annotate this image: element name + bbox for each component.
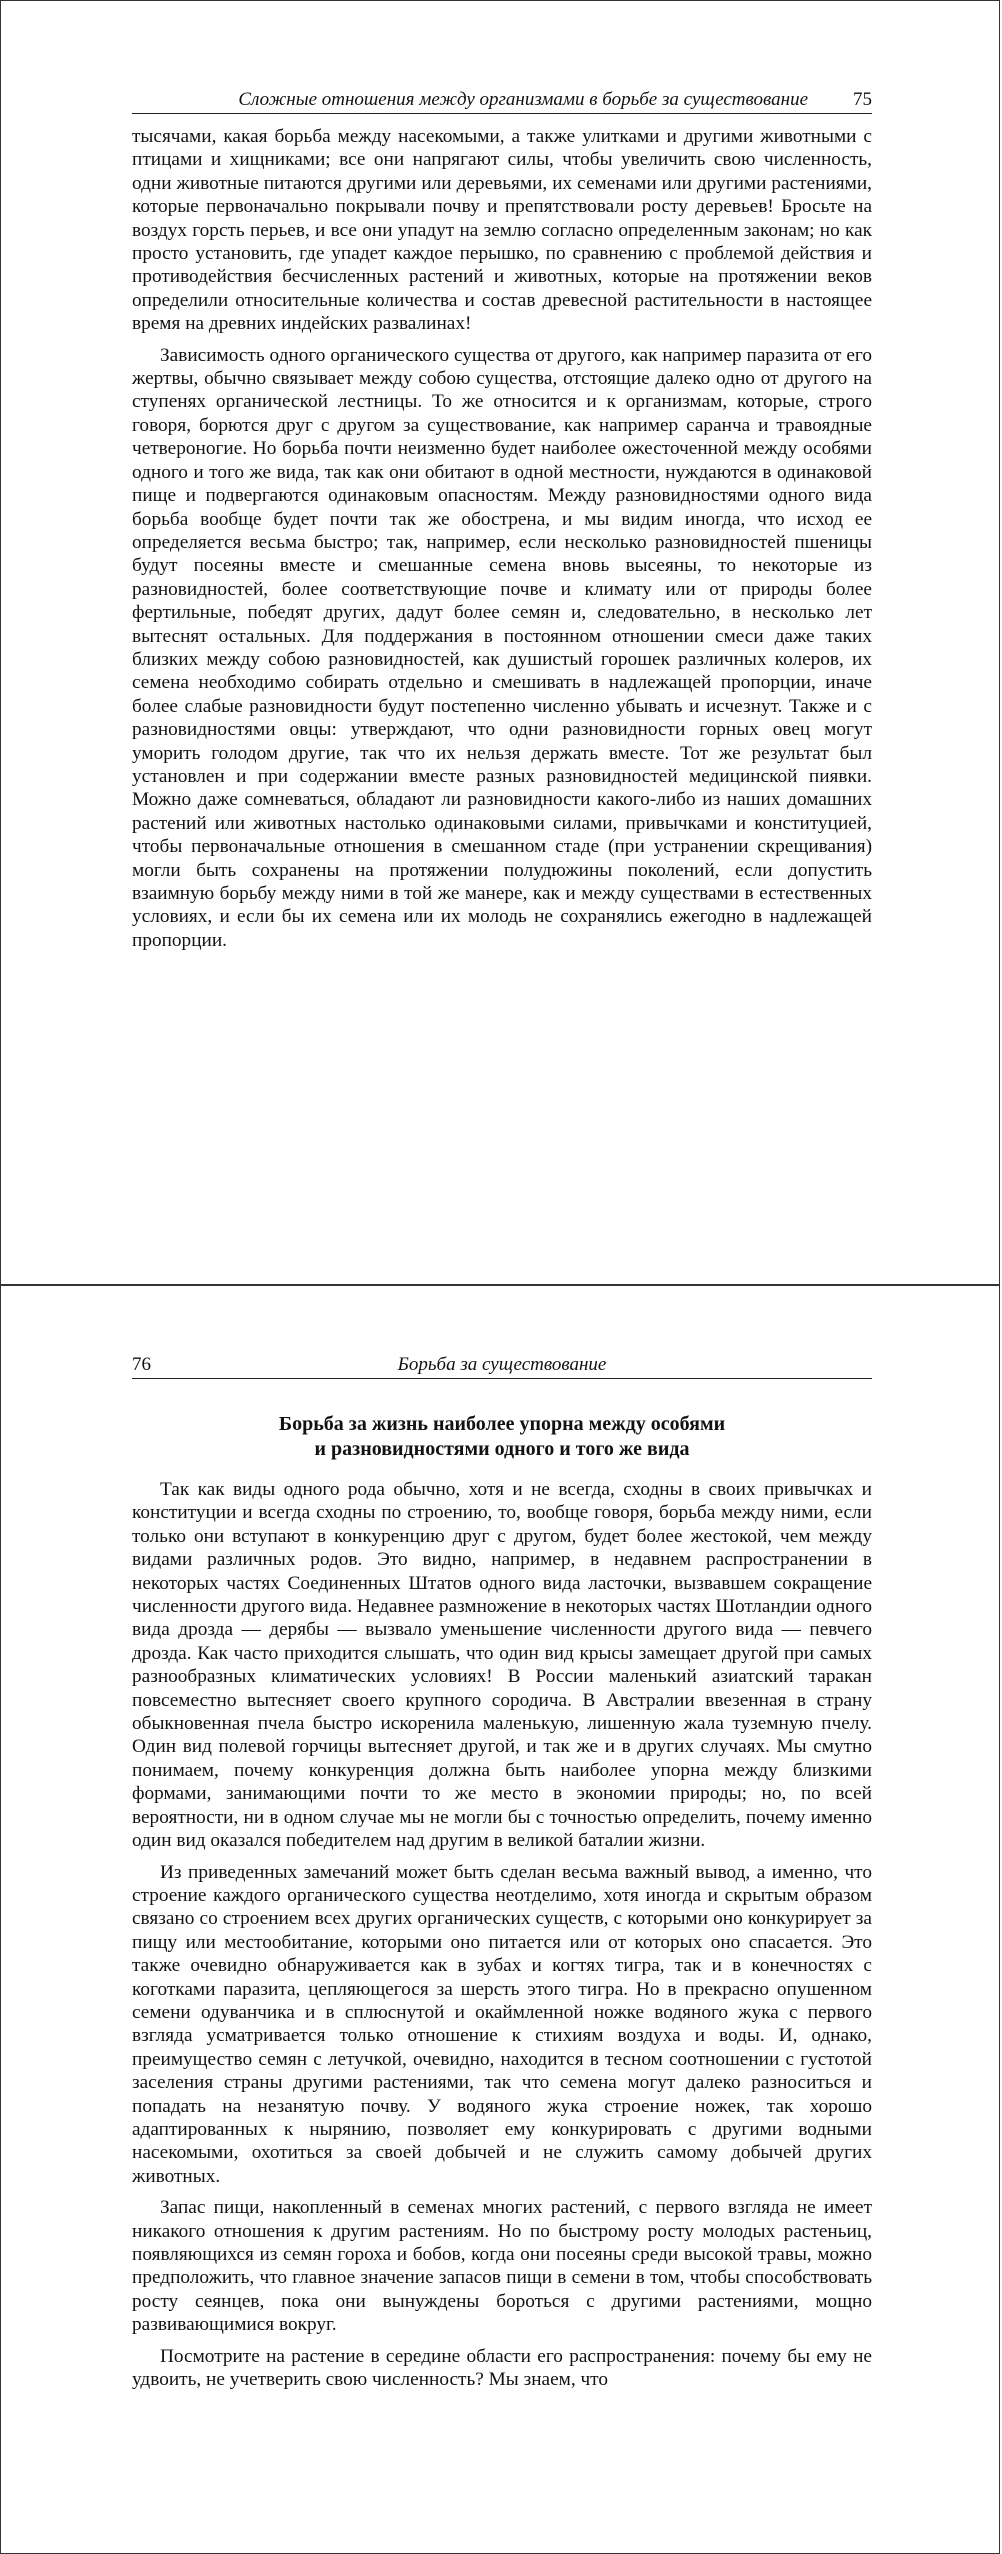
paragraph: Запас пищи, накопленный в семенах многих растений, с первого взгляда не имеет никакого отношения к другим растениям. Но по быстрому росту молодых растеньиц, появляющихся из семян гороха и бобов, когда они посеяны среди высокой травы, можно предположить, что главное значение запасов пищи в семени в том, чтобы способствовать росту сеянцев, пока они вынуждены бороться с другими растениями, мощно развивающимися вокруг.: [132, 2197, 872, 2336]
paragraph: Зависимость одного органического существа от другого, как например паразита от его жертвы, обычно связывает между собою существа, отстоящие далеко одно от другого на ступенях органической лестницы. То же относится и к организмам, которые, строго говоря, борются друг с другом за существование, как например саранча и травоядные четвероногие. Но борьба почти неизменно будет наиболее ожесточенной между особями одного и того же вида, так как они обитают в одной местности, нуждаются в одинаковой пище и подвергаются одинаковым опасностям. Между разновидностями одного вида борьба вообще будет почти так же обострена, и мы видим иногда, что исход ее определяется весьма быстро; так, например, если несколько разновидностей пшеницы будут посеяны вместе и смешанные семена вновь высеяны, то некоторые из разновидностей, более соответствующие почве и климату или от природы более фертильные, победят других, дадут более семян и, следовательно, в несколько лет вытеснят остальных. Для поддержания в постоянном отношении смеси даже таких близких между собою разновидностей, как душистый горошек различных колеров, их семена необходимо собирать отдельно и смешивать в надлежащей пропорции, иначе более слабые разновидности будут постепенно численно убывать и исчезнут. Также и с разновидностями овцы: утверждают, что одни разновидности горных овец могут уморить голодом другие, так что их нельзя держать вместе. Тот же результат был установлен и при содержании вместе разных разновидностей медицинской пиявки. Можно даже сомневаться, обладают ли разновидности какого-либо из наших домашних растений или животных настолько одинаковыми силами, привычками и конституцией, чтобы первоначальные отношения в смешанном стаде (при устранении скрещивания) могли быть сохранены на протяжении полудюжины поколений, если допустить взаимную борьбу между ними в той же манере, как и между существами в естественных условиях, и если бы их семена или их молодь не сохранялись ежегодно в надлежащей пропорции.: [132, 344, 872, 951]
paragraph: тысячами, какая борьба между насекомыми, а также улитками и другими животными с птицами и хищниками; все они напрягают силы, чтобы увеличить свою численность, одни животные питаются другими или деревьями, их семенами или другими растениями, которые первоначально покрывали почву и препятствовали росту деревьев! Бросьте на воздух горсть перьев, и все они упадут на землю согласно определенным законам; но как просто установить, где упадет каждое перышко, по сравнению с проблемой действия и противодействия бесчисленных растений и животных, которые на протяжении веков определили относительные количества и состав древесной растительности в настоящее время на древних индейских развалинах!: [132, 126, 872, 335]
paragraph: Из приведенных замечаний может быть сделан весьма важный вывод, а именно, что строение каждого органического существа неотделимо, хотя иногда и скрытым образом связано со строением всех других органических существ, с которыми оно конкурирует за пищу или местообитание, которыми оно питается или от которых оно спасается. Это также очевидно обнаруживается как в зубах и когтях тигра, так и в конечностях с коготками паразита, цепляющегося за шерсть этого тигра. Но в прекрасно опушенном семени одуванчика и в сплюснутой и окаймленной ножке водяного жука с первого взгляда усматривается только отношение к стихиям воздуха и воды. И, однако, преимущество семян с летучкой, очевидно, находится в тесном соотношении с густотой заселения страны другими растениями, так что семена могут далеко разноситься и попадать на незанятую почву. У водяного жука строение ножек, так хорошо адаптированных к нырянию, позволяет ему конкурировать с другими водными насекомыми, охотиться за своей добычей и не служить самому добычей других животных.: [132, 1861, 872, 2187]
section-heading-line: и разновидностями одного и того же вида: [314, 1438, 690, 1460]
body-text: [132, 1478, 872, 2399]
section-heading: [132, 1412, 872, 1462]
page-76: [0, 1285, 1000, 2554]
running-header-title: Борьба за существование: [397, 1354, 607, 1375]
running-header-title: Сложные отношения между организмами в борьбе за существование: [238, 89, 808, 110]
paragraph: Так как виды одного рода обычно, хотя и не всегда, сходны в своих привычках и конституции и всегда сходны по строению, то, вообще говоря, борьба между ними, если только они вступают в конкуренцию друг с другом, будет более жестокой, чем между видами различных родов. Это видно, например, в недавнем распространении в некоторых частях Соединенных Штатов одного вида ласточки, вызвавшем сокращение численности другого вида. Недавнее размножение в некоторых частях Шотландии одного вида дрозда — дерябы — вызвало уменьшение численности другого вида — певчего дрозда. Как часто приходится слышать, что один вид крысы замещает другой при самых разнообразных климатических условиях! В России маленький азиатский таракан повсеместно вытесняет своего крупного сородича. В Австралии ввезенная в страну обыкновенная пчела быстро искоренила маленькую, лишенную жала туземную пчелу. Один вид полевой горчицы вытесняет другой, и так же и в других случаях. Мы смутно понимаем, почему конкуренция должна быть наиболее упорна между близкими формами, занимающими почти то же место в экономии природы; но, по всей вероятности, ни в одном случае мы не могли бы с точностью определить, почему именно один вид оказался победителем над другим в великой баталии жизни.: [132, 1479, 872, 1852]
running-header: [132, 1352, 872, 1379]
page-number: 75: [853, 89, 872, 110]
body-text: [132, 125, 872, 960]
running-header: [132, 87, 872, 114]
paragraph: Посмотрите на растение в середине области его распространения: почему бы ему не удвоить, не учетверить свою численность? Мы знаем, что: [132, 2345, 872, 2391]
page-number: 76: [132, 1354, 151, 1375]
section-heading-line: Борьба за жизнь наиболее упорна между особями: [278, 1413, 726, 1435]
